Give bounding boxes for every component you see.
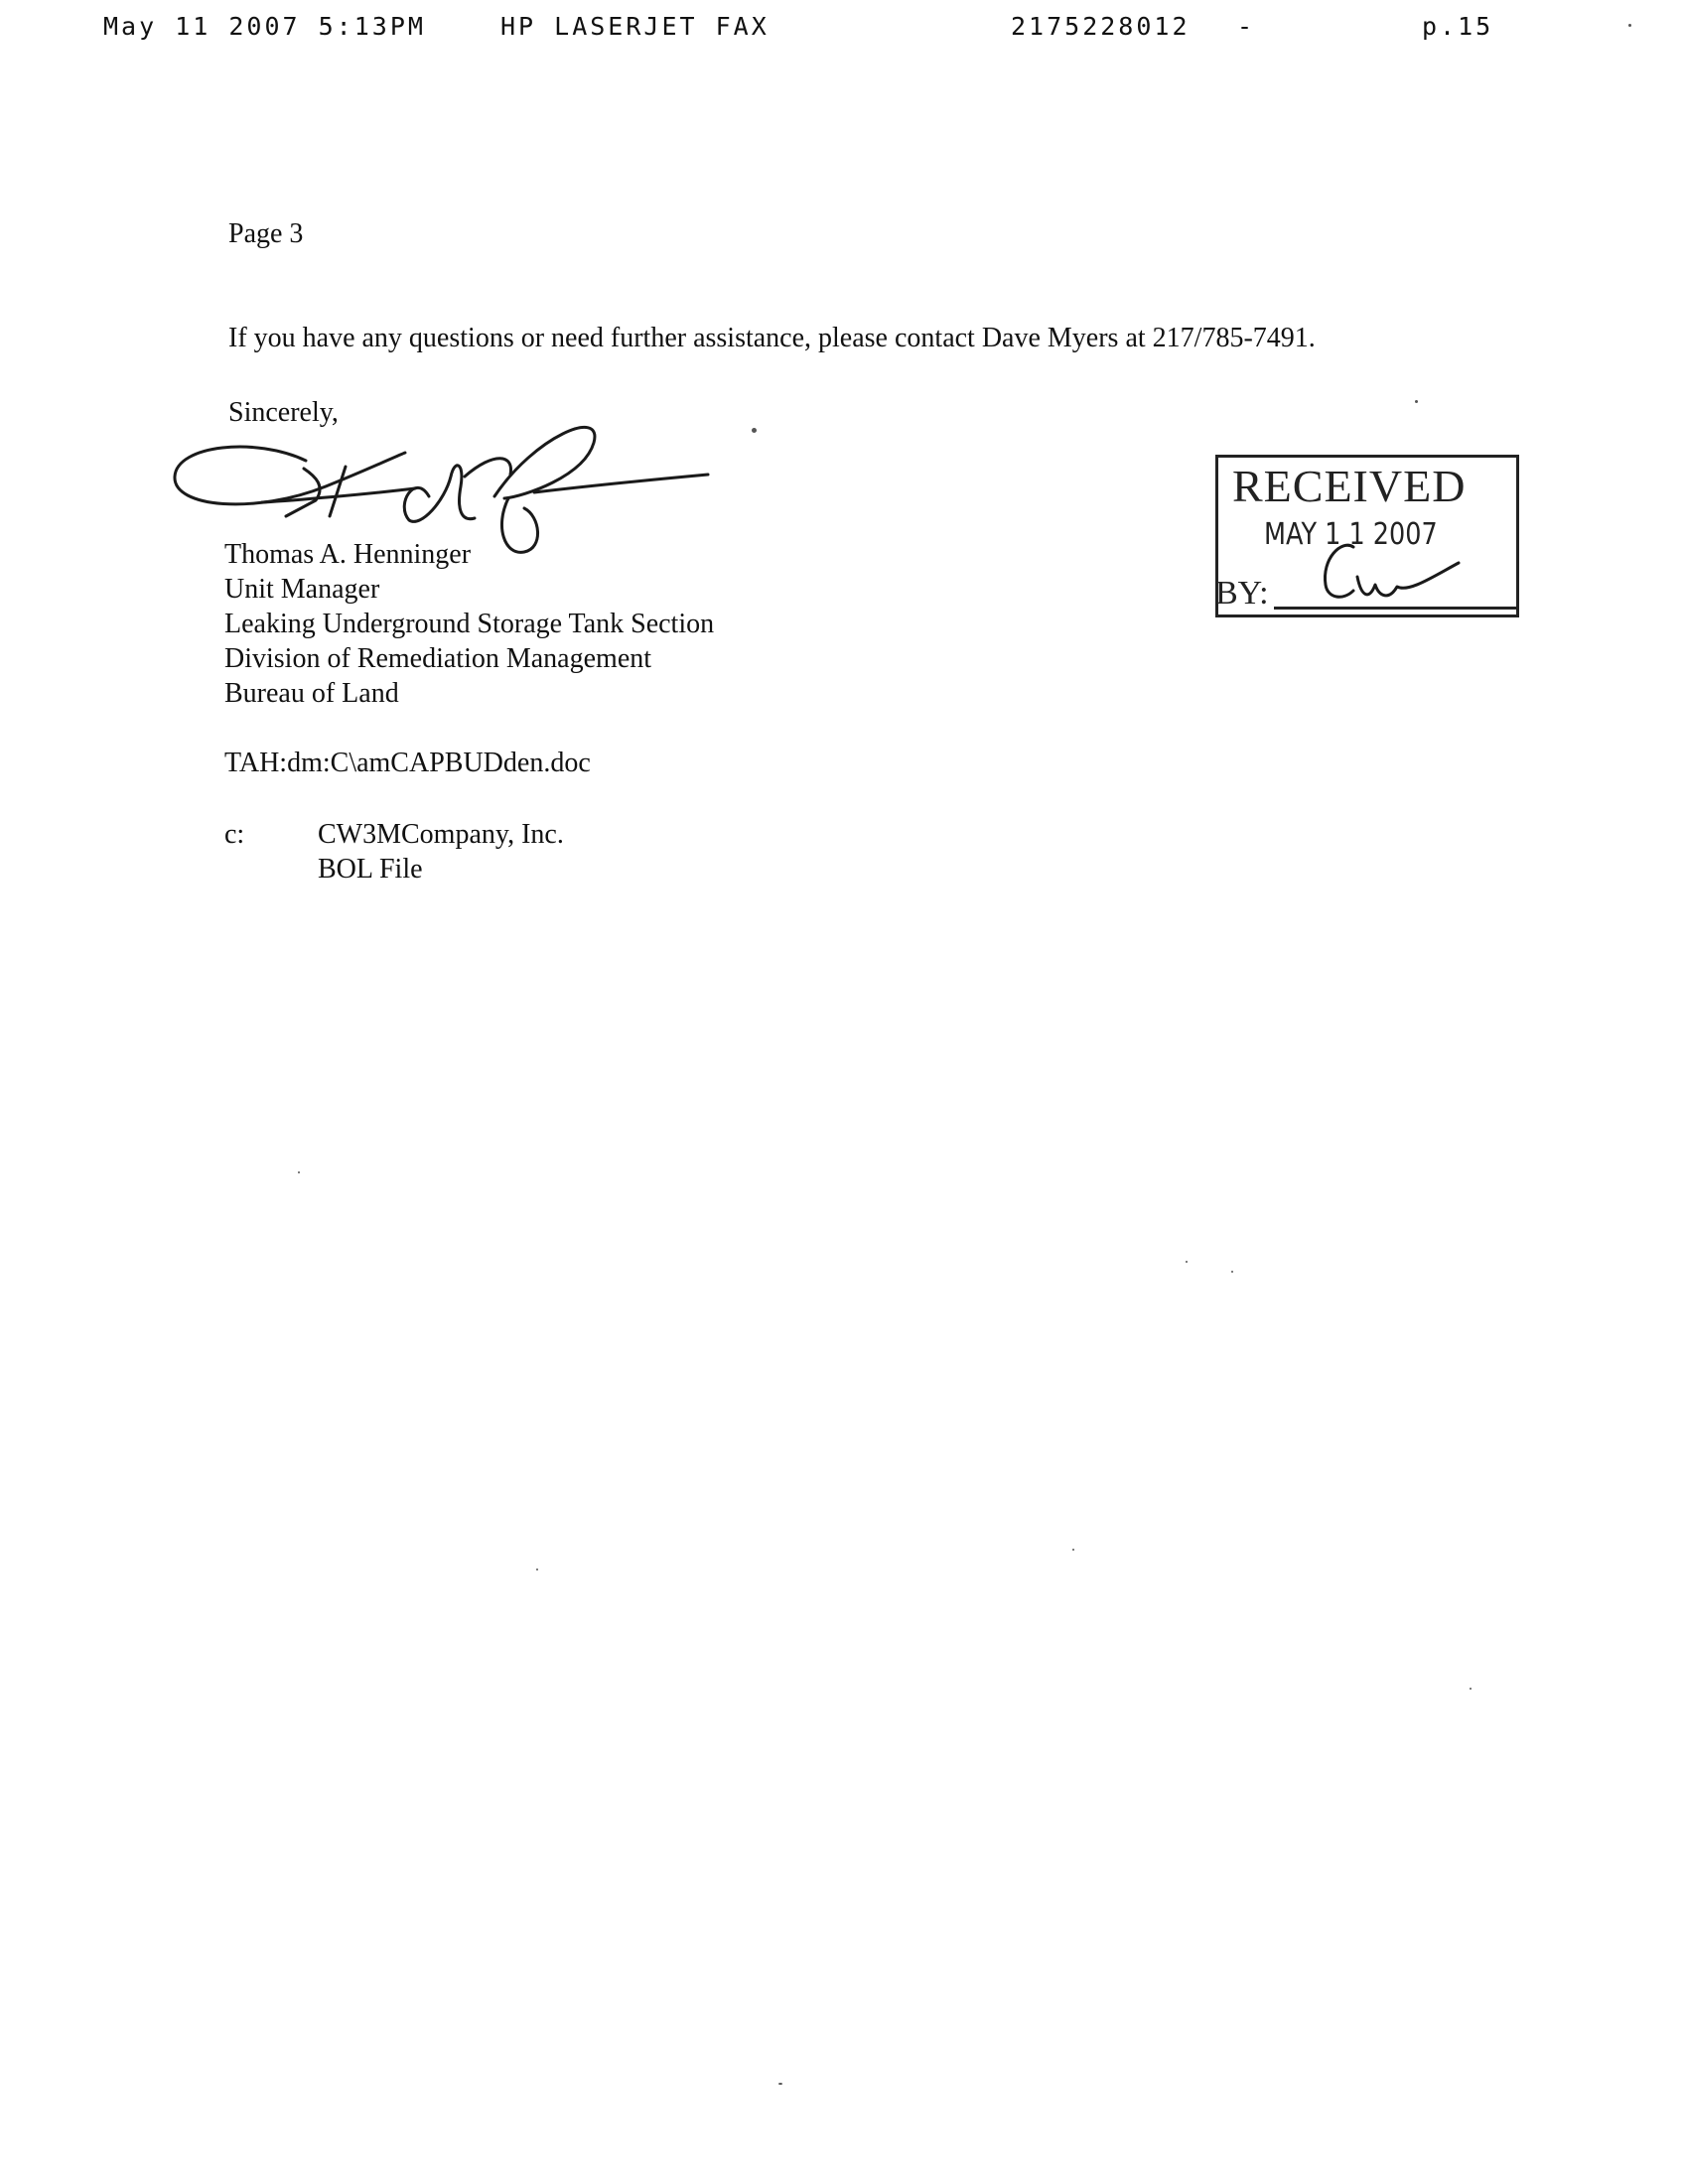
signatory-name: Thomas A. Henninger	[224, 539, 472, 570]
fax-page-number: p.15	[1422, 12, 1494, 41]
scan-speck	[778, 2083, 782, 2085]
closing: Sincerely,	[228, 397, 339, 428]
reference-line: TAH:dm:C\amCAPBUDden.doc	[224, 748, 591, 778]
stamp-title: RECEIVED	[1232, 461, 1467, 511]
fax-phone-number: 2175228012	[1011, 12, 1191, 41]
scan-speck	[1628, 24, 1631, 27]
cc-recipient: BOL File	[318, 854, 423, 885]
scan-speck	[1231, 1271, 1233, 1273]
page-label: Page 3	[228, 218, 304, 249]
fax-separator: -	[1237, 12, 1256, 41]
signature-block	[224, 537, 714, 711]
stamp-by-label: BY:	[1215, 575, 1269, 612]
cc-list	[318, 817, 564, 887]
fax-machine-name: HP LASERJET FAX	[500, 12, 770, 41]
stamp-date: MAY 1 1 2007	[1264, 517, 1438, 552]
scan-speck	[536, 1569, 538, 1570]
scan-speck	[1186, 1261, 1188, 1263]
signatory-section: Leaking Underground Storage Tank Section	[224, 609, 715, 639]
body-paragraph: If you have any questions or need further assistance, please contact Dave Myers at 217/785-7491.	[228, 323, 1316, 353]
stamp-handwritten-initials	[1314, 537, 1463, 611]
scan-speck	[752, 428, 757, 433]
scan-speck	[298, 1171, 300, 1173]
signatory-division: Division of Remediation Management	[224, 643, 652, 674]
fax-header	[0, 12, 1684, 52]
cc-label: c:	[224, 819, 245, 850]
scan-speck	[1415, 400, 1418, 403]
scan-speck	[1072, 1549, 1074, 1551]
cc-recipient: CW3MCompany, Inc.	[318, 819, 564, 850]
received-stamp	[1215, 455, 1519, 617]
fax-date-time: May 11 2007 5:13PM	[103, 12, 426, 41]
signatory-title: Unit Manager	[224, 574, 380, 605]
scan-speck	[1470, 1688, 1472, 1690]
signatory-bureau: Bureau of Land	[224, 678, 399, 709]
